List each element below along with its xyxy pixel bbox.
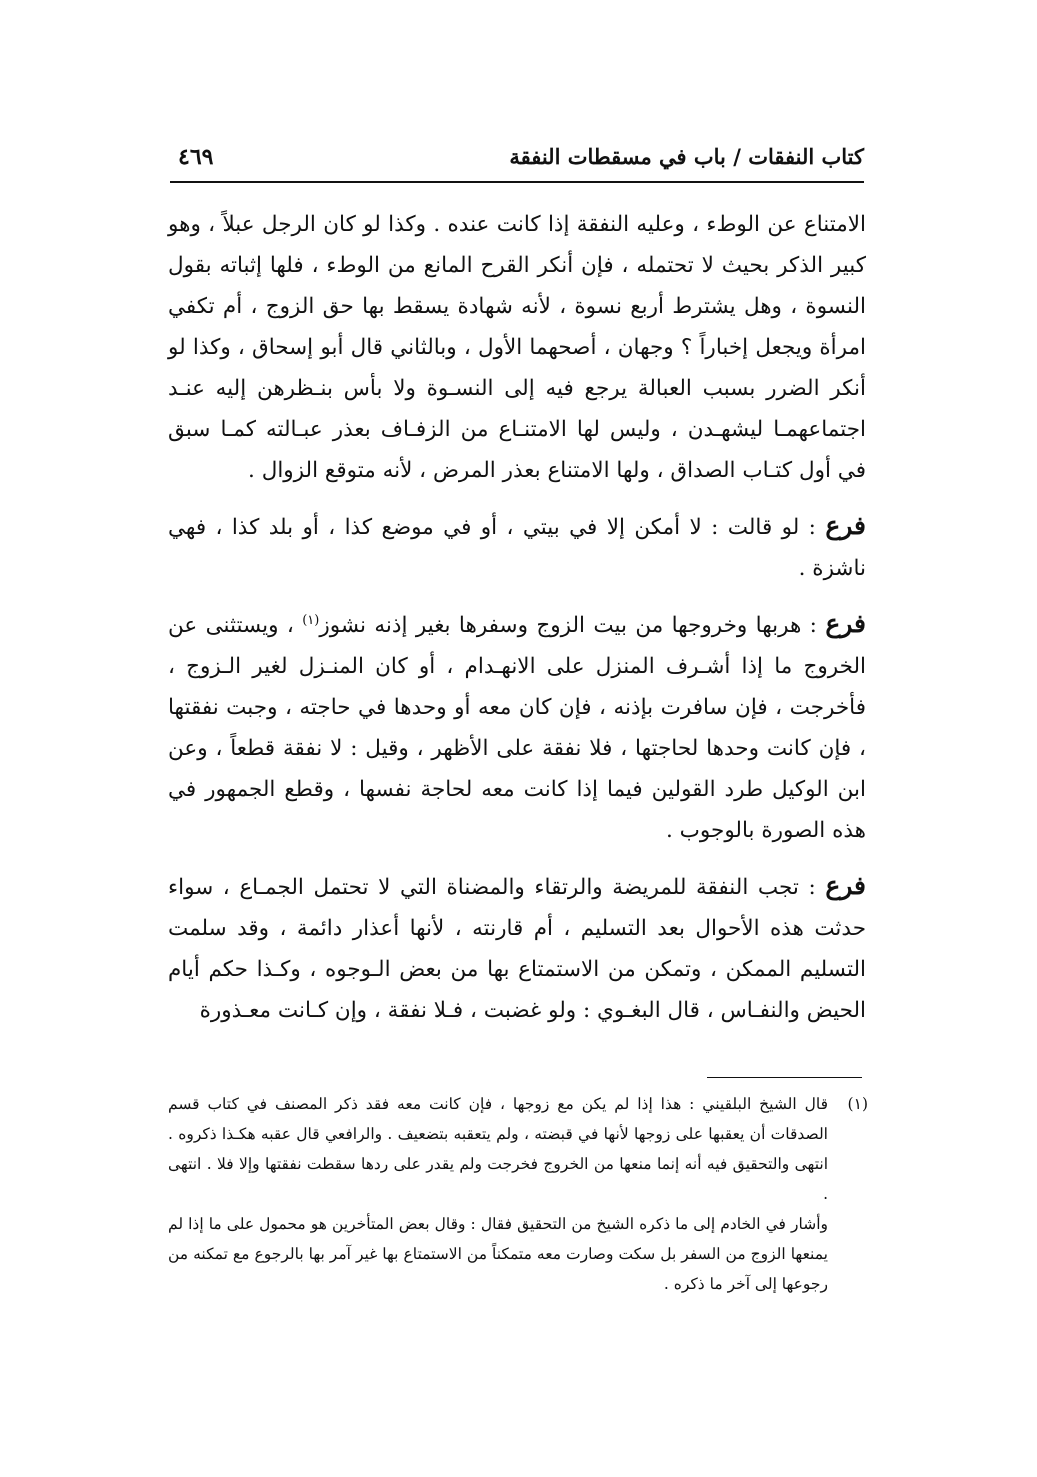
footnotes [168,1089,868,1299]
footnote-rule [707,1077,862,1078]
main-text [168,204,866,1031]
footnote-1-text: قال الشيخ البلقيني : هذا إذا لم يكن مع زوجها ، فإن كانت معه فقد ذكر المصنف في كتاب قسم الصدقات أن يعقبها على زوجها لأنها في قبضته ، ولم يتعقبه بتضعيف . والرافعي قال عقبه هكـذا ذكروه . انتهى والتحقيق فيه أنه إنما منعها من الخروج فخرجت ولم يقدر على ردها سقطت نفقتها وإلا فلا . انتهى . [168,1095,828,1203]
header-rule [170,181,864,183]
section-label-far: فرع [825,511,866,540]
paragraph-2-text: : لو قالت : لا أمكن إلا في بيتي ، أو في موضع كذا ، أو بلد كذا ، فهي ناشزة . [168,515,866,581]
section-label-far: فرع [825,609,866,638]
paragraph-2 [168,505,866,589]
paragraph-4-text: : تجب النفقة للمريضة والرتقاء والمضناة التي لا تحتمل الجمـاع ، سواء حدثت هذه الأحوال بعد التسليم ، أم قارنته ، لأنها أعذار دائمة ، وقد سلمت التسليم الممكن ، وتمكن من الاستمتاع بها من بعض الـوجوه ، وكـذا حكم أيام الحيض والنفـاس ، قال البغـوي : ولو غضبت ، فـلا نفقة ، وإن كـانت معـذورة [168,875,866,1023]
footnote-1-continuation: وأشار في الخادم إلى ما ذكره الشيخ من التحقيق فقال : وقال بعض المتأخرين هو محمول على ما إذا لم يمنعها الزوج من السفر بل سكت وصارت معه متمكناً من الاستمتاع بها غير آمر بها بالرجوع مع تمكنه من رجوعها إلى آخر ما ذكره . [168,1215,828,1293]
page-number: ٤٦٩ [178,144,214,170]
paragraph-3-text-b: ، ويستثنى عن الخروج ما إذا أشـرف المنزل على الانهـدام ، أو كان المنـزل لغير الـزوج ، فأخرجت ، فإن سافرت بإذنه ، فإن كان معه أو وحدها في حاجته ، وجبت نفقتها ، فإن كانت وحدها لحاجتها ، فلا نفقة على الأظهر ، وقيل : لا نفقة قطعاً ، وعن ابن الوكيل طرد القولين فيما إذا كانت معه لحاجة نفسها ، وقطع الجمهور في هذه الصورة بالوجوب . [168,613,866,843]
paragraph-3 [168,603,866,851]
footnote-1 [168,1089,868,1209]
footnote-reference[interactable]: (١) [302,612,320,628]
running-title: كتاب النفقات / باب في مسقطات النفقة [509,144,864,169]
paragraph-3-text-a: : هربها وخروجها من بيت الزوج وسفرها بغير إذنه نشوز [319,613,826,638]
page-header [170,140,864,182]
paragraph-1: الامتناع عن الوطء ، وعليه النفقة إذا كانت عنده . وكذا لو كان الرجل عبلاً ، وهو كبير الذكر بحيث لا تحتمله ، فإن أنكر القرح المانع من الوطء ، فلها إثباته بقول النسوة ، وهل يشترط أربع نسوة ، لأنه شهادة يسقط بها حق الزوج ، أم تكفي امرأة ويجعل إخباراً ؟ وجهان ، أصحهما الأول ، وبالثاني قال أبو إسحاق ، وكذا لو أنكر الضرر بسبب العبالة يرجع فيه إلى النسـوة ولا بأس بنـظرهن إليه عنـد اجتماعهمـا ليشهـدن ، وليس لها الامتنـاع من الزفـاف بعذر عبـالته كمـا سبق في أول كتـاب الصداق ، ولها الامتناع بعذر المرض ، لأنه متوقع الزوال . [168,212,866,483]
section-label-far: فرع [825,871,866,900]
footnote-number: (١) [847,1095,868,1113]
paragraph-4 [168,865,866,1031]
